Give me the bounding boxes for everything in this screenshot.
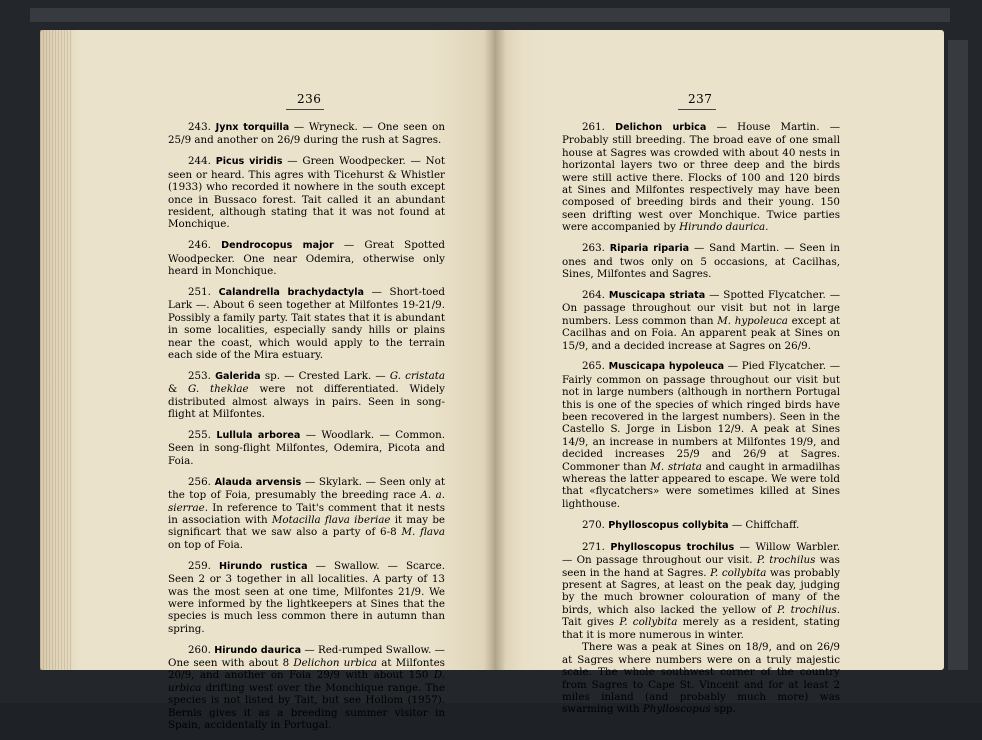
right-page-number-rule (678, 109, 716, 110)
right-page-text (562, 121, 840, 724)
entry-251: 251. Calandrella brachydactyla — Short-toed Lark —. About 6 seen together at Milfontes 19-21/9. Possibly a family party. Tait states that it is abundant in some localities, especially sandy hills or plains near the coast, which would apply to the terrain each side of the Mira estuary. (168, 285, 445, 361)
left-page-text (168, 121, 445, 740)
entry-261: 261. Delichon urbica — House Martin. — Probably still breeding. The broad eave of one small house at Sagres was crowded with about 40 nests in horizontal layers two or three deep and the birds were still active there. Flocks of 100 and 120 birds at Sines and Milfontes respectively may have been composed of breeding birds and their young. 150 seen drifting west over Monchique. Twice parties were accompanied by Hirundo daurica. (562, 121, 840, 234)
entry-253: 253. Galerida sp. — Crested Lark. — G. cristata & G. theklae were not differentiated. Widely distributed almost always in pairs. Seen in song-flight at Milfontes. (168, 369, 446, 421)
entry-264: 264. Muscicapa striata — Spotted Flycatcher. — On passage throughout our visit but not in large numbers. Less common than M. hypoleuca except at Cacilhas and on Foia. An apparent peak at Sines on 15/9, and a decided increase at Sagres on 26/9. (562, 288, 840, 352)
book-gutter (484, 30, 506, 670)
left-page-edges (40, 30, 72, 670)
right-page-number: 237 (688, 92, 713, 106)
entry-265: 265. Muscicapa hypoleuca — Pied Flycatcher. — Fairly common on passage throughout our visit but not in large numbers (although in northern Portugal this is one of the species of which ringed birds have been recovered in the largest numbers). Seen in the Castello S. Jorge in Lisbon 12/9. A peak at Sines 14/9, an increase in numbers at Milfontes 19/9, and decided increases 25/9 and 26/9 at Sagres. Commoner than M. striata and caught in armadilhas whereas the latter appeared to escape. We were told that «flycatchers» were sometimes killed at Sines lighthouse. (562, 360, 841, 510)
entry-271-continuation: There was a peak at Sines on 18/9, and on 26/9 at Sagres where numbers were on a truly majestic scale. The whole southwest corner of the country from Sagres to Cape St. Vincent and for at least 2 miles inland (and probably much more) was swarming with Phylloscopus spp. (562, 641, 840, 716)
left-page-number: 236 (297, 92, 322, 106)
entry-271: 271. Phylloscopus trochilus — Willow Warbler. — On passage throughout our visit. P. trochilus was seen in the hand at Sagres. P. collybita was probably present at Sagres, at least on the peak day, judging by the much browner colouration of many of the birds, which also lacked the yellow of P. trochilus. Tait gives P. collybita merely as a resident, stating that it is more numerous in winter. (562, 540, 841, 641)
entry-270: 270. Phylloscopus collybita — Chiffchaff. (582, 518, 800, 531)
entry-260: 260. Hirundo daurica — Red-rumped Swallow. — One seen with about 8 Delichon urbica at Milfontes 20/9, and another on Foia 29/9 with about 150 D. urbica drifting west over the Monchique range. The species is not listed by Tait, but see Hollom (1957). Bernis gives it as a breeding summer visitor in Spain, accidentally in Portugal. (168, 643, 445, 732)
entry-246: 246. Dendrocopus major — Great Spotted Woodpecker. One near Odemira, otherwise only heard in Monchique. (168, 239, 445, 278)
cover-edge-top (30, 8, 950, 22)
entry-243: 243. Jynx torquilla — Wryneck. — One seen on 25/9 and another on 26/9 during the rush at Sagres. (168, 121, 445, 147)
entry-244: 244. Picus viridis — Green Woodpecker. — Not seen or heard. This agres with Ticehurst & Whistler (1933) who recorded it nowhere in the south except once in Bussaco forest. Tait called it an abundant resident, although stating that it was not found at Monchique. (168, 155, 445, 231)
cover-edge-right (948, 40, 968, 670)
entry-263: 263. Riparia riparia — Sand Martin. — Seen in ones and twos only on 5 occasions, at Cacilhas, Sines, Milfontes and Sagres. (562, 242, 840, 280)
left-page-number-rule (286, 109, 324, 110)
entry-259: 259. Hirundo rustica — Swallow. — Scarce. Seen 2 or 3 together in all localities. A party of 13 was the most seen at one time, Milfontes 21/9. We were informed by the lightkeepers at Sines that the species is much less common there in autumn than spring. (168, 559, 445, 635)
entry-256: 256. Alauda arvensis — Skylark. — Seen only at the top of Foia, presumably the breeding race A. a. sierrae. In reference to Tait's comment that it nests in association with Motacilla flava iberiae it may be significart that we saw also a party of 6-8 M. flava on top of Foia. (168, 475, 446, 551)
entry-255: 255. Lullula arborea — Woodlark. — Common. Seen in song-flight Milfontes, Odemira, Picota and Foia. (168, 429, 445, 467)
